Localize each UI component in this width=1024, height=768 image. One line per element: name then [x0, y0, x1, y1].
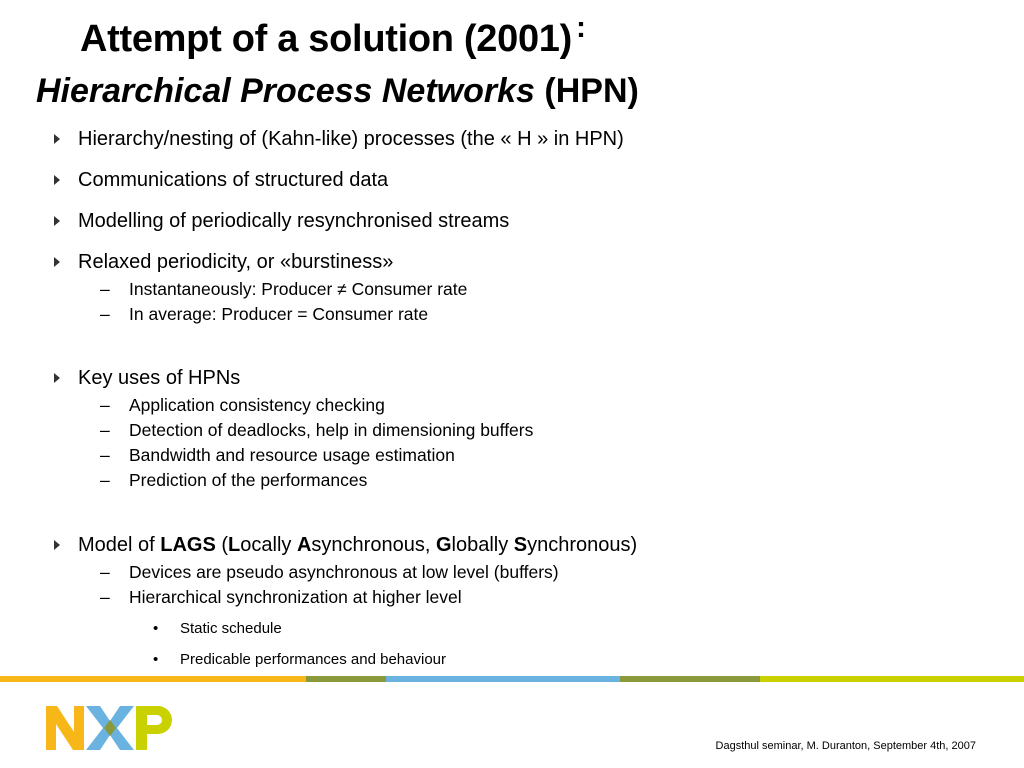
- logo-n-shape: [46, 706, 84, 750]
- strip-segment: [306, 676, 386, 682]
- bullet-hierarchy: Hierarchy/nesting of (Kahn-like) processes (the « H » in HPN): [78, 127, 624, 151]
- bullet-arrow-icon: [54, 134, 60, 144]
- strip-segment: [760, 676, 1024, 682]
- bullet-arrow-icon: [54, 257, 60, 267]
- title-line-1: Attempt of a solution (2001) :: [80, 11, 586, 60]
- title-colon: :: [575, 11, 586, 44]
- footer-credit: Dagsthul seminar, M. Duranton, September 4th, 2007: [715, 740, 976, 752]
- bullet-lags-model: Model of LAGS (Locally Asynchronous, Globally Synchronous): [78, 533, 637, 557]
- sub-bullet: – Prediction of the performances: [100, 470, 368, 490]
- nxp-logo: [44, 704, 176, 757]
- title-line-2: Hierarchical Process Networks (HPN): [36, 72, 639, 110]
- sub-bullet: – Bandwidth and resource usage estimation: [100, 445, 455, 465]
- bullet-modelling: Modelling of periodically resynchronised streams: [78, 209, 509, 233]
- sub-sub-bullet: • Static schedule: [153, 620, 282, 637]
- strip-segment: [620, 676, 760, 682]
- sub-bullet: – Application consistency checking: [100, 395, 385, 415]
- strip-segment: [0, 676, 306, 682]
- bullet-relaxed-periodicity: Relaxed periodicity, or «burstiness»: [78, 250, 393, 274]
- bullet-arrow-icon: [54, 540, 60, 550]
- sub-bullet: – Instantaneously: Producer ≠ Consumer rate: [100, 279, 468, 299]
- sub-bullet: – Detection of deadlocks, help in dimensioning buffers: [100, 420, 534, 440]
- strip-segment: [386, 676, 620, 682]
- bullet-key-uses: Key uses of HPNs: [78, 366, 240, 390]
- bullet-arrow-icon: [54, 175, 60, 185]
- logo-p-shape: [136, 706, 172, 750]
- bullet-arrow-icon: [54, 373, 60, 383]
- bullet-communications: Communications of structured data: [78, 168, 388, 192]
- sub-bullet: – Devices are pseudo asynchronous at low level (buffers): [100, 562, 559, 582]
- sub-bullet: – Hierarchical synchronization at higher level: [100, 587, 462, 607]
- sub-sub-bullet: • Predicable performances and behaviour: [153, 651, 446, 668]
- sub-bullet: – In average: Producer = Consumer rate: [100, 304, 429, 324]
- nxp-logo-icon: [44, 704, 176, 752]
- bullet-arrow-icon: [54, 216, 60, 226]
